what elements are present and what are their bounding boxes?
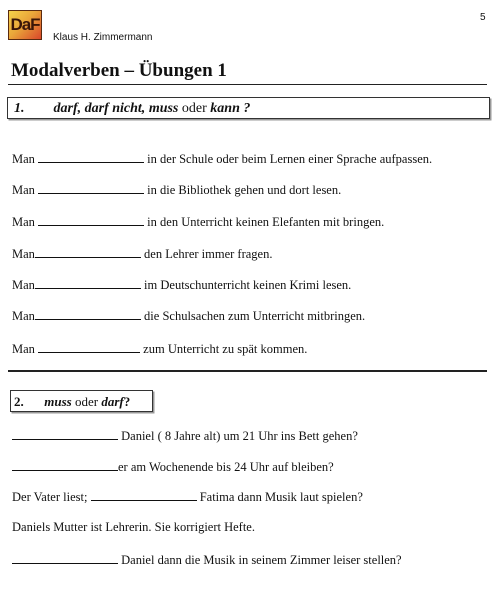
sentence-end: zum Unterricht zu spät kommen.: [140, 342, 308, 356]
answer-blank[interactable]: [35, 277, 141, 289]
answer-blank[interactable]: [38, 182, 144, 194]
sentence-start: Man: [12, 152, 39, 166]
exercise2-sentence-3: [12, 489, 363, 505]
daf-logo: DaF: [8, 10, 42, 40]
sentence-end: im Deutschunterricht keinen Krimi lesen.: [140, 278, 352, 292]
sentence-end: den Lehrer immer fragen.: [140, 247, 273, 261]
sentence-end: Daniel dann die Musik in seinem Zimmer leiser stellen?: [118, 553, 402, 567]
exercise2-prompt-b: darf: [101, 394, 124, 409]
page-number: 5: [480, 12, 486, 23]
exercise1-question-mark: ?: [243, 101, 251, 116]
section-divider: [8, 370, 487, 372]
exercise1-sentence-4: [12, 246, 272, 262]
sentence-start: Man: [12, 342, 39, 356]
answer-blank[interactable]: [38, 341, 140, 353]
answer-blank[interactable]: [12, 552, 118, 564]
exercise2-sentence-5: [12, 552, 402, 568]
exercise1-prompt-a: darf,: [53, 101, 82, 116]
answer-blank[interactable]: [35, 246, 141, 258]
sentence-end: in den Unterricht keinen Elefanten mit bringen.: [144, 215, 385, 229]
sentence-end: in der Schule oder beim Lernen einer Sprache aufpassen.: [144, 152, 433, 166]
answer-blank[interactable]: [35, 308, 141, 320]
exercise2-sentence-4: [12, 520, 255, 535]
sentence-end: er am Wochenende bis 24 Uhr auf bleiben?: [118, 460, 334, 474]
exercise1-prompt-c: muss: [148, 101, 179, 116]
sentence-start: Man: [12, 309, 35, 323]
sentence-end: die Schulsachen zum Unterricht mitbringen.: [140, 309, 366, 323]
page-title: Modalverben – Übungen 1: [11, 60, 227, 81]
sentence-end: in die Bibliothek gehen und dort lesen.: [144, 183, 342, 197]
answer-blank[interactable]: [38, 214, 144, 226]
exercise2-connector: oder: [74, 394, 99, 409]
sentence-end: Fatima dann Musik laut spielen?: [196, 490, 363, 504]
exercise2-sentence-2: [12, 459, 334, 475]
title-divider: [8, 84, 487, 85]
exercise1-sentence-1: [12, 151, 432, 167]
sentence-start: Man: [12, 278, 35, 292]
sentence-start: Man: [12, 247, 35, 261]
exercise1-sentence-3: [12, 214, 384, 230]
exercise1-heading: [14, 101, 250, 117]
sentence-start: Der Vater liest;: [12, 490, 91, 504]
exercise2-heading: [14, 394, 130, 410]
sentence-text: Daniels Mutter ist Lehrerin. Sie korrigiert Hefte.: [12, 520, 255, 534]
answer-blank[interactable]: [38, 151, 144, 163]
exercise2-prompt-a: muss: [44, 394, 72, 409]
exercise1-prompt-b: darf nicht,: [84, 101, 146, 116]
sentence-start: Man: [12, 215, 39, 229]
exercise1-sentence-6: [12, 308, 365, 324]
exercise1-sentence-7: [12, 341, 307, 357]
exercise2-sentence-1: [12, 428, 358, 444]
answer-blank[interactable]: [12, 428, 118, 440]
answer-blank[interactable]: [12, 459, 118, 471]
exercise1-connector: oder: [181, 101, 207, 116]
exercise2-question-mark: ?: [123, 394, 131, 409]
author-name: Klaus H. Zimmermann: [53, 32, 153, 43]
exercise2-number: 2.: [14, 394, 24, 409]
exercise1-sentence-5: [12, 277, 351, 293]
exercise1-sentence-2: [12, 182, 341, 198]
exercise1-prompt-d: kann: [210, 101, 240, 116]
sentence-end: Daniel ( 8 Jahre alt) um 21 Uhr ins Bett gehen?: [118, 429, 358, 443]
sentence-start: Man: [12, 183, 39, 197]
exercise1-number: 1.: [14, 101, 25, 116]
answer-blank[interactable]: [91, 489, 197, 501]
